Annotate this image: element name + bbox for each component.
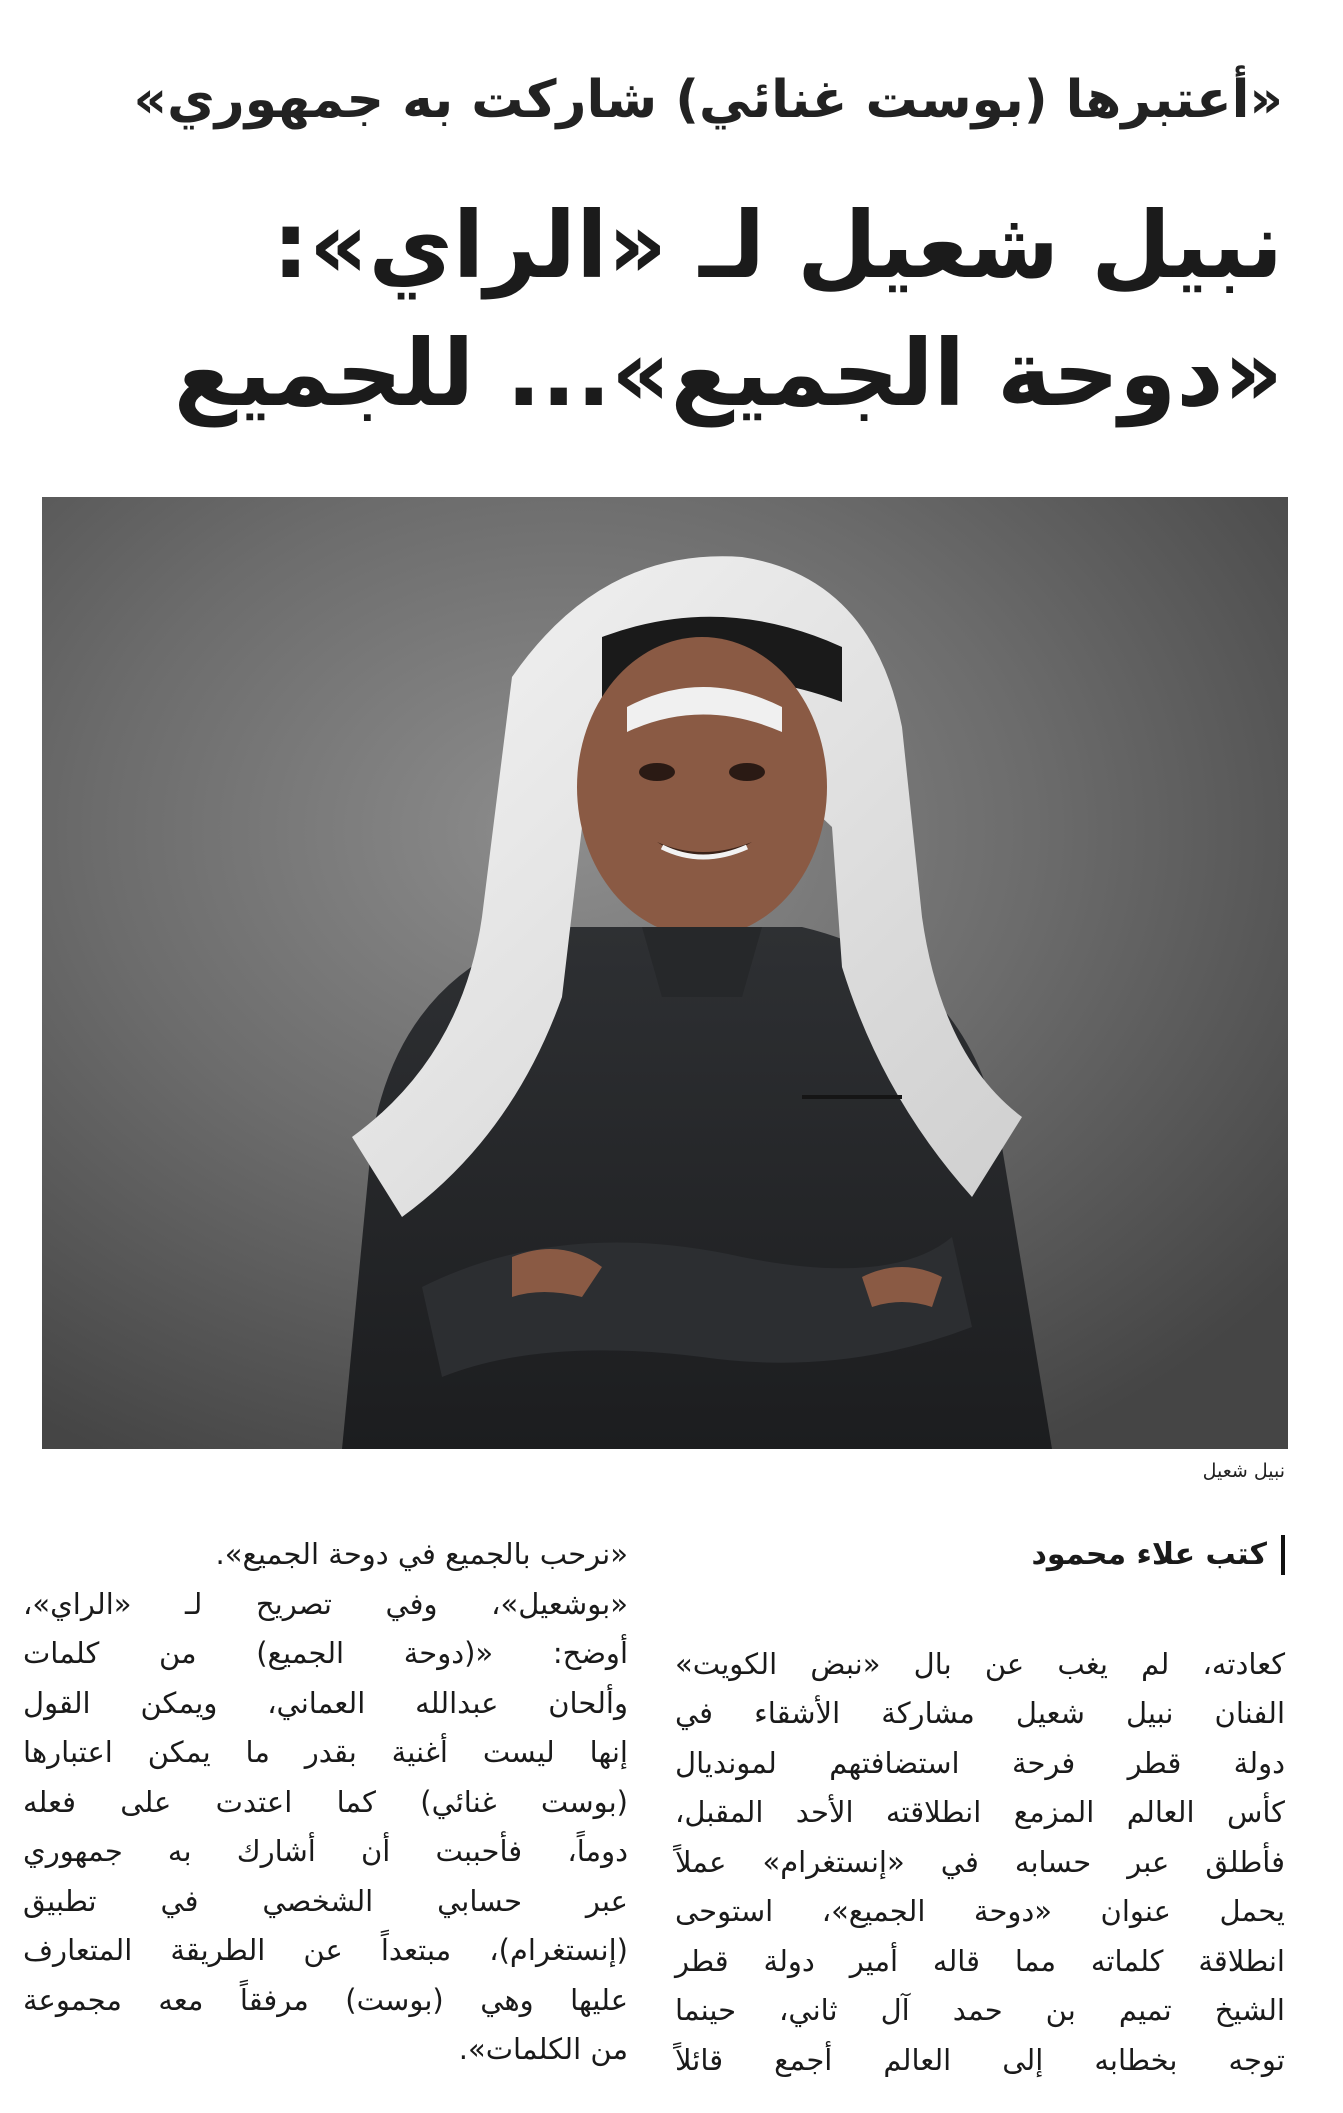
- paragraph-line: «بوشعيل»، وفي تصريح لـ «الراي»،: [23, 1586, 628, 1621]
- portrait-illustration: [42, 497, 1288, 1449]
- paragraph-line: يحمل عنوان «دوحة الجميع»، استوحى: [675, 1894, 1285, 1928]
- article-column-right: [675, 1530, 1285, 2085]
- byline-divider: [1281, 1535, 1285, 1575]
- paragraph-line: فأطلق عبر حسابه في «إنستغرام» عملاً: [675, 1844, 1285, 1879]
- paragraph-line: (بوست غنائي) كما اعتدت على فعله: [23, 1784, 628, 1819]
- article-photo: [42, 497, 1288, 1449]
- article-column-left: [23, 1530, 628, 2075]
- headline-line-1: نبيل شعيل لـ «الراي»:: [272, 192, 1283, 299]
- headline-line-2: «دوحة الجميع»... للجميع: [173, 320, 1283, 427]
- paragraph-line: انطلاقة كلماته مما قاله أمير دولة قطر: [675, 1943, 1285, 1978]
- byline: [675, 1530, 1285, 1580]
- paragraph-line: (إنستغرام)، مبتعداً عن الطريقة المتعارف: [23, 1933, 628, 1967]
- byline-text: كتب علاء محمود: [1031, 1537, 1267, 1572]
- article-headline: [53, 182, 1283, 438]
- paragraph-line: دوماً، فأحببت أن أشارك به جمهوري: [23, 1834, 628, 1868]
- photo-caption: نبيل شعيل: [1202, 1460, 1285, 1482]
- paragraph-line: أوضح: «(دوحة الجميع) من كلمات: [23, 1636, 628, 1670]
- paragraph-line: كأس العالم المزمع انطلاقته الأحد المقبل،: [675, 1795, 1285, 1829]
- paragraph-line: دولة قطر فرحة استضافتهم لمونديال: [675, 1745, 1285, 1780]
- paragraph-line: عبر حسابي الشخصي في تطبيق: [23, 1883, 628, 1918]
- paragraph-line: الشيخ تميم بن حمد آل ثاني، حينما: [675, 1993, 1285, 2027]
- paragraph-line: إنها ليست أغنية بقدر ما يمكن اعتبارها: [23, 1735, 628, 1769]
- paragraph-line: عليها وهي (بوست) مرفقاً معه مجموعة: [23, 1982, 628, 2017]
- paragraph-line: «نرحب بالجميع في دوحة الجميع».: [215, 1537, 628, 1571]
- article-kicker: «أعتبرها (بوست غنائي) شاركت به جمهوري»: [133, 70, 1283, 130]
- paragraph-line: الفنان نبيل شعيل مشاركة الأشقاء في: [675, 1696, 1285, 1730]
- paragraph-line: توجه بخطابه إلى العالم أجمع قائلاً: [675, 2042, 1285, 2077]
- paragraph-line: كعادته، لم يغب عن بال «نبض الكويت»: [675, 1646, 1285, 1681]
- paragraph-line: وألحان عبدالله العماني، ويمكن القول: [23, 1685, 628, 1720]
- paragraph-line: من الكلمات».: [458, 2032, 628, 2066]
